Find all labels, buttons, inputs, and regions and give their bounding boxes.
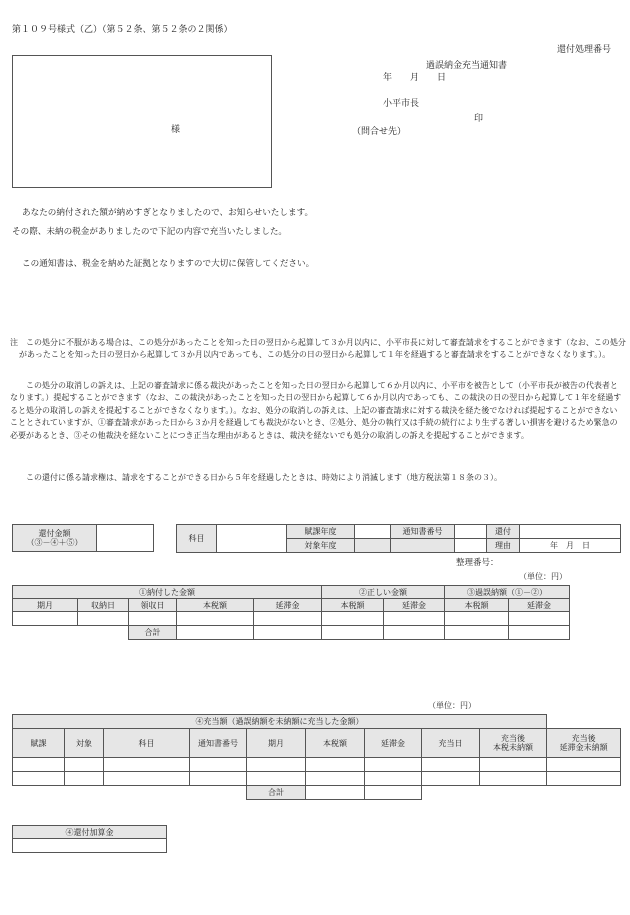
subject-label: 科目 [177,525,217,553]
refund-addition-label: ④還付加算金 [13,826,167,839]
note-prescription: この還付に係る請求権は、請求をすることができる日から５年を経過したときは、時効により消滅します（地方税法第１８条の３）。 [26,473,502,482]
refund-addition-table [12,825,167,853]
tax-year-label: 賦課年度 [287,525,355,539]
reference-number-label: 整理番号： [456,558,499,568]
col-late-fee-correct: 延滞金 [384,599,445,612]
col-period-2: 期月 [247,729,306,758]
col-late-fee-paid: 延滞金 [254,599,322,612]
issuer-name: 小平市長 [383,99,420,109]
honorific-sama: 様 [171,125,181,135]
col-late-fee-overpaid: 延滞金 [509,599,570,612]
reason-label: 理由 [487,539,520,553]
form-number: 第１０９号様式（乙）（第５２条、第５２条の２関係） [12,25,233,35]
col-principal: 本税額 [306,729,365,758]
col-notice-number: 通知書番号 [190,729,247,758]
allocation-table [12,714,621,800]
notice-number-label: 通知書番号 [391,525,455,539]
col-unpaid-principal-after: 充当後 本税未納額 [480,729,547,758]
correct-amount-header: ②正しい金額 [322,586,445,599]
refund-value [520,525,621,539]
col-unpaid-late-fee-after: 充当後 延滞金未納額 [547,729,621,758]
table1-unit: （単位：円） [519,572,567,581]
refund-label: 還付 [487,525,520,539]
refund-amount-label: 還付金額 （③－④＋⑤） [13,525,97,552]
paid-amount-header: ①納付した金額 [13,586,322,599]
refund-info-table [176,524,621,553]
col-subject: 科目 [104,729,190,758]
table2-unit: （単位：円） [428,701,476,710]
overpaid-amount-header: ③過誤納額（①－②） [445,586,570,599]
payment-table [12,585,570,640]
col-collection-date: 領収日 [129,599,177,612]
body-line-2: その際、未納の税金がありましたので下記の内容で充当いたしました。 [12,227,288,237]
allocation-header: ④充当額（過誤納額を未納額に充当した金額） [13,715,547,729]
body-line-3: この通知書は、税金を納めた証拠となりますので大切に保管してください。 [22,259,315,269]
table-row [13,772,621,786]
total-label-2: 合計 [247,786,306,800]
col-allocation-date: 充当日 [422,729,480,758]
total-label: 合計 [129,626,177,640]
notice-number-value-3 [455,539,487,553]
refund-amount-table [12,524,154,552]
refund-addition-value [13,839,167,853]
table-row [13,612,570,626]
notice-number-value [455,525,487,539]
col-late-fee: 延滞金 [365,729,422,758]
subject-value [217,525,287,553]
col-principal-correct: 本税額 [322,599,384,612]
inquiry-label: （問合せ先） [352,127,407,137]
col-principal-overpaid: 本税額 [445,599,509,612]
refund-date: 年 月 日 [520,539,621,553]
target-year-label: 対象年度 [287,539,355,553]
document-title: 過誤納金充当通知書 [426,61,508,71]
note-lawsuit: この処分の取消しの訴えは、上記の審査請求に係る裁決があったことを知った日の翌日から起算して６か月以内に、小平市を被告として（小平市長が被告の代表者となります。）提起することができます（なお、この裁決があったことを知った日の翌日から起算して６か月以内であっても、この裁決の日の翌日から起算して１年を経過すると処分の取消しの訴えを提起することができなくなります。）。なお、処分の取消しの訴えは、上記の審査請求に対する裁決を経た後でなければ提起することができないこととされていますが、①審査請求があった日から３か月を経過しても裁決がないとき、②処分、処分の執行又は手続の続行により生ずる著しい損害を避けるため緊急の必要があるとき、③その他裁決を経ないことにつき正当な理由があるときは、裁決を経ないでも処分の取消しの訴えを提起することができます。 [10,381,622,440]
table-row [13,758,621,772]
col-receipt-date: 収納日 [78,599,129,612]
address-box [12,55,272,188]
body-line-1: あなたの納付された額が納めすぎとなりましたので、お知らせいたします。 [22,208,314,218]
col-principal-paid: 本税額 [177,599,254,612]
seal-mark: 印 [474,114,484,124]
col-period: 期月 [13,599,78,612]
target-year-value [355,539,391,553]
refund-amount-value [97,525,154,552]
notice-number-value-2 [391,539,455,553]
refund-processing-number-label: 還付処理番号 [557,45,612,55]
col-target: 対象 [65,729,104,758]
issue-date: 年 月 日 [383,73,447,83]
note-appeal: 注 この処分に不服がある場合は、この処分があったことを知った日の翌日から起算して３か月以内に、小平市長に対して審査請求をすることができます（なお、この処分があったことを知った日の翌日から起算して３か月以内であっても、この処分の日の翌日から起算して１年を経過すると審査請求をすることができなくなります。）。 [10,338,626,360]
col-assessment: 賦課 [13,729,65,758]
tax-year-value [355,525,391,539]
